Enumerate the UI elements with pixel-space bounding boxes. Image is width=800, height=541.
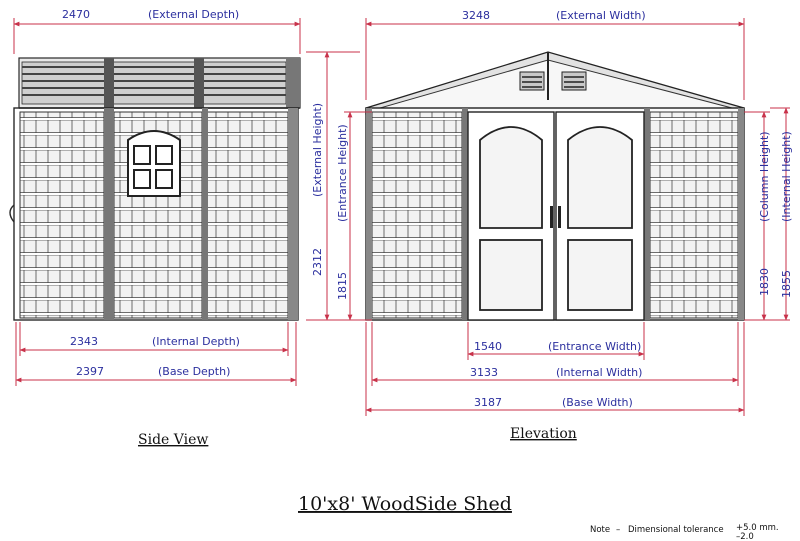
external-width-value: 3248 <box>462 9 490 22</box>
internal-height-label: (Internal Height) <box>780 131 793 222</box>
note-minus: –2.0 <box>736 532 754 541</box>
side-view <box>10 8 300 448</box>
internal-depth-value: 2343 <box>70 335 98 348</box>
double-doors <box>468 112 644 320</box>
elevation-roof <box>366 52 744 114</box>
external-depth-value: 2470 <box>62 8 90 21</box>
side-roof <box>19 58 300 108</box>
note-plus: +5.0 mm. <box>736 523 779 533</box>
elevation-caption: Elevation <box>510 426 577 442</box>
base-depth-label: (Base Depth) <box>158 365 231 378</box>
tolerance-note <box>590 523 779 541</box>
entrance-height-label: (Entrance Height) <box>336 124 349 222</box>
note-prefix: Note <box>590 525 611 535</box>
column-height-label: (Column Height) <box>758 131 771 222</box>
internal-width-label: (Internal Width) <box>556 366 643 379</box>
door-handle-right <box>558 206 561 228</box>
internal-height-value: 1855 <box>780 270 793 298</box>
side-window <box>128 131 180 196</box>
elevation <box>336 9 793 442</box>
base-depth-value: 2397 <box>76 365 104 378</box>
internal-depth-label: (Internal Depth) <box>152 335 240 348</box>
external-depth-label: (External Depth) <box>148 8 240 21</box>
base-width-value: 3187 <box>474 396 502 409</box>
external-width-label: (External Width) <box>556 9 646 22</box>
column-height-value: 1830 <box>758 268 771 296</box>
drawing-title: 10'x8' WoodSide Shed <box>298 493 512 515</box>
external-height-dimension <box>306 52 360 320</box>
elevation-body <box>366 108 744 320</box>
side-view-caption: Side View <box>138 432 209 448</box>
entrance-height-value: 1815 <box>336 272 349 300</box>
internal-width-value: 3133 <box>470 366 498 379</box>
note-dash: – <box>616 525 621 535</box>
side-body <box>10 108 298 320</box>
door-handle-left <box>550 206 553 228</box>
base-width-label: (Base Width) <box>562 396 633 409</box>
entrance-width-value: 1540 <box>474 340 502 353</box>
entrance-width-label: (Entrance Width) <box>548 340 642 353</box>
external-height-value: 2312 <box>311 248 324 276</box>
note-text: Dimensional tolerance <box>628 525 724 535</box>
external-height-label: (External Height) <box>311 102 324 197</box>
